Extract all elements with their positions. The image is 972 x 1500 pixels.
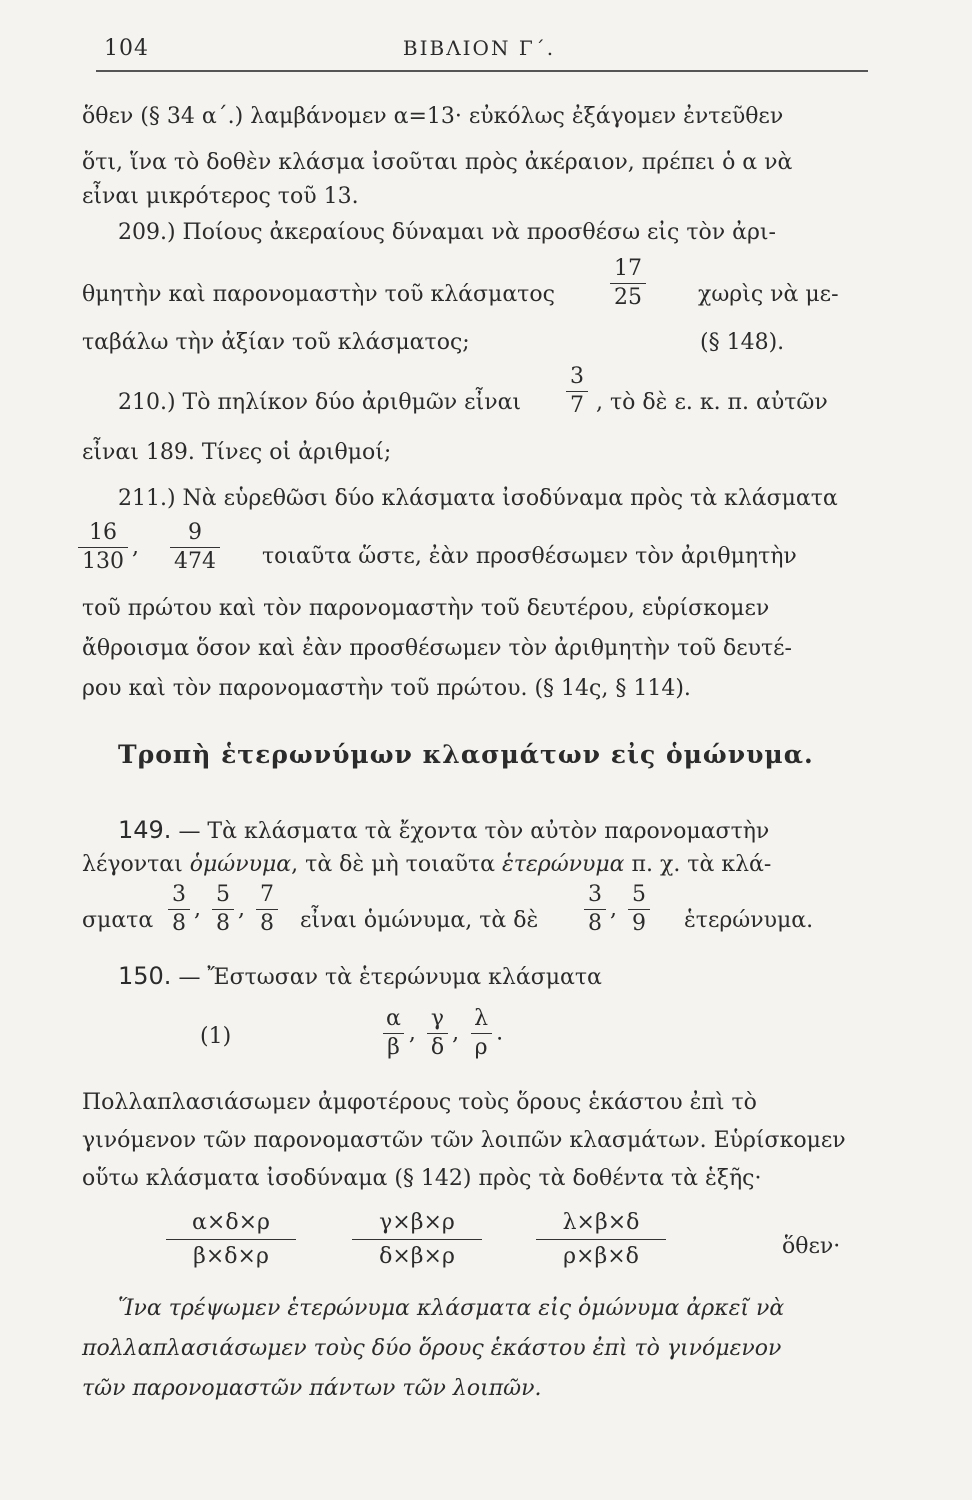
fraction-examples: $\frac{3}{8}$ , $\frac{5}{8}$ , $\frac{7}{8}$: [164, 884, 282, 935]
text-line: εἶναι μικρότερος τοῦ 13.: [82, 184, 359, 209]
text-line: , τὸ δὲ ε. κ. π. αὐτῶν: [596, 390, 828, 415]
exercise-211: 211.) Νὰ εὑρεθῶσι δύο κλάσματα ἰσοδύναμα πρὸς τὰ κλάσματα: [118, 486, 838, 511]
text-line: λέγονται ὁμώνυμα, τὰ δὲ μὴ τοιαῦτα ἑτερώνυμα π. χ. τὰ κλά-: [82, 852, 772, 877]
text-line: οὕτω κλάσματα ἰσοδύναμα (§ 142) πρὸς τὰ δοθέντα τὰ ἑξῆς·: [82, 1166, 762, 1191]
text-line: τοιαῦτα ὥστε, ἐὰν προσθέσωμεν τὸν ἀριθμητὴν: [262, 544, 797, 569]
text-line: εἶναι ὁμώνυμα, τὰ δὲ: [300, 908, 539, 933]
fraction-16-130: $\frac{16}{130}$ ,: [74, 522, 139, 573]
text-line: ὅθεν (§ 34 α΄.) λαμβάνομεν α=13· εὐκόλως ἐξάγομεν ἐντεῦθεν: [82, 104, 784, 129]
paragraph-149: 149. — Τὰ κλάσματα τὰ ἔχοντα τὸν αὐτὸν παρονομαστὴν: [118, 816, 770, 844]
text-line: εἶναι 189. Τίνες οἱ ἀριθμοί;: [82, 440, 392, 465]
section-ref: (§ 148).: [700, 330, 785, 355]
page-number: 104: [104, 36, 149, 61]
product-fraction-1: α×δ×ρ β×δ×ρ: [166, 1210, 296, 1269]
header-rule: [96, 70, 868, 72]
fraction-17-25: $\frac{17}{25}$: [606, 258, 650, 309]
text-line: ρου καὶ τὸν παρονομαστὴν τοῦ πρώτου. (§ 14ς, § 114).: [82, 676, 691, 701]
running-title: ΒΙΒΛΙΟΝ Γ΄.: [402, 36, 556, 60]
rule-italic-line: Ἵνα τρέψωμεν ἑτερώνυμα κλάσματα εἰς ὁμώνυμα ἀρκεῖ νὰ: [118, 1296, 785, 1321]
section-heading: Τροπὴ ἑτερωνύμων κλασμάτων εἰς ὁμώνυμα.: [118, 740, 814, 769]
paragraph-150: 150. — Ἔστωσαν τὰ ἑτερώνυμα κλάσματα: [118, 962, 602, 990]
rule-italic-line: τῶν παρονομαστῶν πάντων τῶν λοιπῶν.: [82, 1376, 542, 1401]
running-header: [96, 36, 862, 70]
fraction-3-7: $\frac{3}{7}$: [562, 366, 592, 417]
text-line: ὅθεν·: [782, 1234, 841, 1259]
text-line: σματα: [82, 908, 154, 933]
text-line: ἑτερώνυμα.: [684, 908, 814, 933]
product-fraction-3: λ×β×δ ρ×β×δ: [536, 1210, 666, 1269]
exercise-210: 210.) Τὸ πηλίκον δύο ἀριθμῶν εἶναι: [118, 390, 522, 415]
text-line: γινόμενον τῶν παρονομαστῶν τῶν λοιπῶν κλασμάτων. Εὑρίσκομεν: [82, 1128, 846, 1153]
fraction-examples-2: $\frac{3}{8}$ , $\frac{5}{9}$: [580, 884, 654, 935]
equation-label: (1): [200, 1024, 232, 1049]
fraction-9-474: $\frac{9}{474}$: [166, 522, 224, 573]
rule-italic-line: πολλαπλασιάσωμεν τοὺς δύο ὅρους ἑκάστου ἐπὶ τὸ γινόμενον: [82, 1336, 782, 1361]
text-line: ὅτι, ἵνα τὸ δοθὲν κλάσμα ἰσοῦται πρὸς ἀκέραιον, πρέπει ὁ α νὰ: [82, 150, 793, 175]
text-line: ταβάλω τὴν ἀξίαν τοῦ κλάσματος;: [82, 330, 470, 355]
text-line: τοῦ πρώτου καὶ τὸν παρονομαστὴν τοῦ δευτέρου, εὑρίσκομεν: [82, 596, 770, 621]
product-fraction-2: γ×β×ρ δ×β×ρ: [352, 1210, 482, 1269]
equation-fractions: $\frac{\alpha}{\beta}$ , $\frac{\gamma}{\delta}$ , $\frac{\lambda}{\rho}$ .: [378, 1008, 503, 1059]
text-line: θμητὴν καὶ παρονομαστὴν τοῦ κλάσματος: [82, 282, 555, 307]
text-line: Πολλαπλασιάσωμεν ἀμφοτέρους τοὺς ὅρους ἑκάστου ἐπὶ τὸ: [82, 1090, 757, 1115]
exercise-209: 209.) Ποίους ἀκεραίους δύναμαι νὰ προσθέσω εἰς τὸν ἀρι-: [118, 220, 776, 245]
text-line: χωρὶς νὰ με-: [698, 282, 839, 307]
text-line: ἄθροισμα ὅσον καὶ ἐὰν προσθέσωμεν τὸν ἀριθμητὴν τοῦ δευτέ-: [82, 636, 792, 661]
